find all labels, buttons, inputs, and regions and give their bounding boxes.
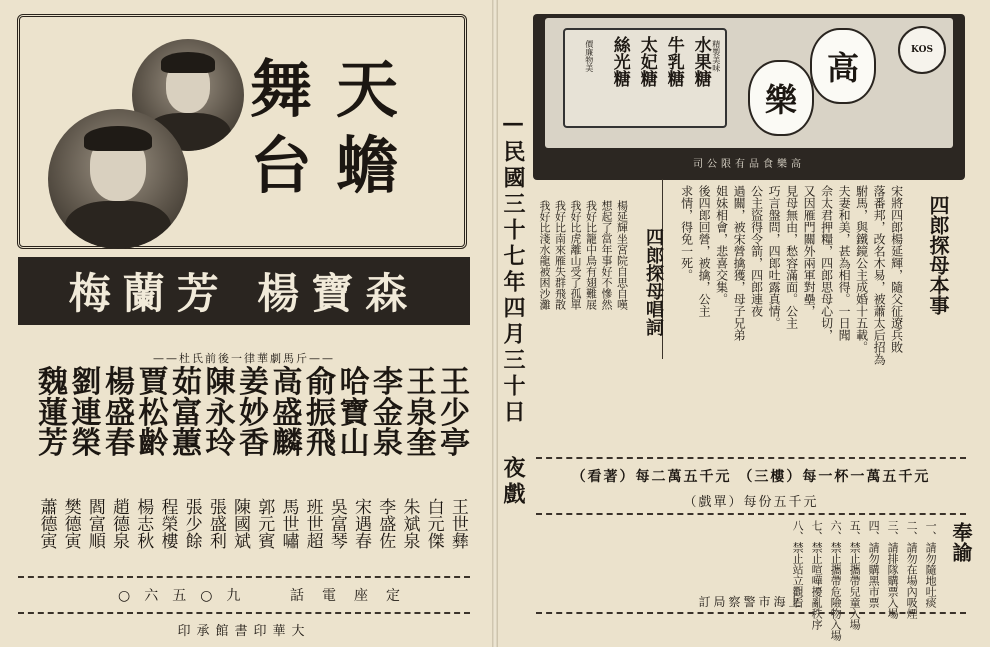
supporting-cast-name: 樊德寅 [60, 498, 81, 549]
story-heading: 四郎探母本事 [926, 195, 950, 315]
supporting-cast-name: 馬世嘯 [278, 498, 299, 549]
lyrics-column: 我好比虎離山受了孤單 [569, 200, 583, 310]
cast-name-char: 奎 [406, 426, 437, 462]
story-column: 求情，得免一死。 [679, 185, 694, 281]
lyrics-column: 想起了當年事好不慘然 [600, 200, 614, 310]
cast-name-char: 永 [205, 395, 236, 431]
cast-name [38, 365, 68, 462]
masthead [17, 14, 467, 249]
cast-name-char: 盛 [272, 395, 303, 431]
house-rule: 四、請勿購黑市票 [867, 520, 881, 608]
cast-name-char: 泉 [406, 395, 437, 431]
story-column: 公主盜得令箭，四郎連夜 [749, 185, 764, 317]
cast-name-char: 齡 [138, 426, 169, 462]
lyrics-column: 楊延輝坐宮院自思自嘆 [615, 200, 629, 310]
cast-name-char: 連 [71, 395, 102, 431]
printer-credit: 印承館書印華大 [177, 624, 311, 639]
ad-product: 絲光糖 [609, 36, 630, 87]
supporting-cast-name: 閻富順 [84, 498, 105, 549]
cast-name-char: 哈 [339, 365, 370, 400]
lyrics-column: 我好比籠中鳥有翅難展 [584, 200, 598, 310]
cast-name-char: 王 [406, 365, 437, 400]
story-column: 姐妹相會，悲喜交集。 [714, 185, 729, 305]
cast-name-char: 茹 [172, 365, 202, 400]
ad-product: 水果糖 [690, 36, 711, 87]
brand-logo: KOS [898, 26, 946, 74]
divider [536, 457, 966, 459]
story-column: 過關，被宋營擒獲，母子兄弟 [732, 185, 747, 341]
story-column: 後四郎回營，被擒，公主 [697, 185, 712, 317]
cast-name-char: 蕙 [172, 426, 202, 462]
cast-name-char: 少 [440, 395, 470, 431]
story-column: 落番邦，改名木易，被蕭太后招為 [872, 185, 887, 365]
supporting-cast-name: 吳富琴 [326, 498, 347, 549]
supporting-cast-name: 王世彝 [447, 498, 468, 549]
supporting-cast-name: 白元傑 [423, 498, 444, 549]
ad-note: 精製美味 [711, 40, 721, 72]
phone-number: ○六五○九 [118, 588, 255, 604]
cast-name-char: 山 [339, 426, 370, 462]
house-rule: 八、禁止站立觀看 [791, 520, 805, 608]
performance-date: —民國三十七年四月三十日 夜戲 [500, 110, 526, 508]
cast-name [272, 365, 303, 462]
cast-name-char: 春 [105, 426, 135, 462]
house-rule: 五、禁止攜帶兒童入場 [848, 520, 862, 630]
cast-banner: 梅蘭芳 楊寶森 [18, 257, 470, 325]
notice-line: ——杜氏前後一律華劇馬斤—— [153, 352, 335, 365]
cast-name-char: 陳 [205, 365, 236, 400]
phone-bar [18, 585, 470, 603]
cast-name-char: 飛 [306, 426, 336, 462]
story-column: 夫妻和美，甚為相得。一日聞 [837, 185, 852, 341]
portrait-photo [48, 109, 188, 249]
cast-name-char: 妙 [239, 395, 269, 431]
house-rule: 一、請勿隨地吐痰 [924, 520, 938, 608]
cast-name-char: 楊 [105, 365, 135, 400]
cast-name [105, 365, 135, 462]
cast-name [339, 365, 370, 462]
ticket-prices: （看著）每二萬五千元 （三樓）每一杯一萬五千元 [571, 469, 931, 485]
cast-name [172, 365, 202, 462]
cast-name-char: 振 [306, 395, 336, 431]
story-column: 宋將四郎楊延輝，隨父征遼兵敗 [889, 185, 904, 353]
title-char: 舞 [250, 53, 313, 126]
cast-name-char: 玲 [205, 426, 236, 462]
story-column: 駙馬，與鐵鏡公主成婚十五載。 [854, 185, 869, 353]
cast-name-char: 王 [440, 365, 470, 400]
story-column: 見母無由，愁容滿面。公主 [784, 185, 799, 329]
ad-product: 太妃糖 [636, 36, 657, 87]
divider [536, 612, 966, 614]
story-column: 巧言盤問，四郎吐露真情。 [767, 185, 782, 329]
supporting-cast-name: 張少餘 [181, 498, 202, 549]
cast-name-char: 姜 [239, 365, 269, 400]
supporting-cast-name: 趙德泉 [109, 498, 130, 549]
cast-name-char: 金 [373, 395, 403, 431]
cast-name-char: 香 [239, 426, 269, 462]
cast-name-char: 李 [373, 365, 403, 400]
cast-name-char: 魏 [38, 365, 68, 400]
supporting-cast-name: 李盛佐 [375, 498, 396, 549]
ad-product: 牛乳糖 [663, 36, 684, 87]
rules-heading: 奉諭 [949, 522, 973, 562]
supporting-cast-name: 陳國斌 [230, 498, 251, 549]
program-price: （戲單）每份五千元 [683, 495, 819, 510]
supporting-cast-name: 蕭德寅 [36, 498, 57, 549]
cast-name-char: 亭 [440, 426, 470, 462]
story-column: 又因雁門關外兩軍對壘， [802, 185, 817, 317]
phone-label: 話電座定 [290, 588, 418, 604]
house-rule: 二、請勿在場內吸煙 [905, 520, 919, 619]
cast-name-char: 寶 [339, 395, 370, 431]
lantern-sign: 樂 [748, 60, 814, 136]
cast-name-char: 泉 [373, 426, 403, 462]
cast-name [138, 365, 169, 462]
lyrics-column: 我好比淺水龍被困沙灘 [538, 200, 552, 310]
lyrics-heading: 四郎探母唱詞 [643, 228, 664, 336]
cast-name-char: 賈 [138, 365, 169, 400]
cast-name-char: 高 [272, 365, 303, 400]
story-column: 佘太君押糧，四郎思母心切， [819, 185, 834, 341]
cast-name-char: 俞 [306, 365, 336, 400]
cast-name-char: 榮 [71, 426, 102, 462]
lantern-sign: 高 [810, 28, 876, 104]
house-rule: 三、請排隊購票入場 [886, 520, 900, 619]
cast-name [440, 365, 470, 462]
cast-name [71, 365, 102, 462]
cast-name [406, 365, 437, 462]
cast-name-char: 芳 [38, 426, 68, 462]
title-char: 天 [336, 53, 399, 126]
ad-note: 價廉物美 [584, 40, 594, 72]
house-rule: 七、禁止喧嘩擾亂秩序 [810, 520, 824, 630]
cast-name-char: 蓮 [38, 395, 68, 431]
house-rule: 六、禁止攜帶危險物入場 [829, 520, 843, 641]
divider [18, 576, 470, 578]
cast-name-char: 富 [172, 395, 202, 431]
divider [536, 513, 966, 515]
supporting-cast-name: 班世超 [302, 498, 323, 549]
title-char: 蟾 [336, 129, 399, 202]
supporting-cast-name: 張盛利 [205, 498, 226, 549]
supporting-cast-name: 宋遇春 [351, 498, 372, 549]
cast-name [239, 365, 269, 462]
supporting-cast-name: 楊志秋 [133, 498, 154, 549]
police-notice: 訂局察警市海上 [698, 595, 804, 609]
supporting-cast-name: 朱斌泉 [399, 498, 420, 549]
ad-footer: 司公限有品食樂高 [693, 158, 805, 170]
cast-name [373, 365, 403, 462]
cast-name [205, 365, 236, 462]
cast-name-char: 劉 [71, 365, 102, 400]
title-char: 台 [250, 129, 313, 202]
supporting-cast-name: 程榮樓 [157, 498, 178, 549]
cast-name-char: 松 [138, 395, 169, 431]
divider [18, 612, 470, 614]
cast-name [306, 365, 336, 462]
lyrics-column: 我好比南來雁失群飛散 [553, 200, 567, 310]
supporting-cast-name: 郭元賓 [254, 498, 275, 549]
cast-name-char: 盛 [105, 395, 135, 431]
cast-name-char: 麟 [272, 426, 303, 462]
